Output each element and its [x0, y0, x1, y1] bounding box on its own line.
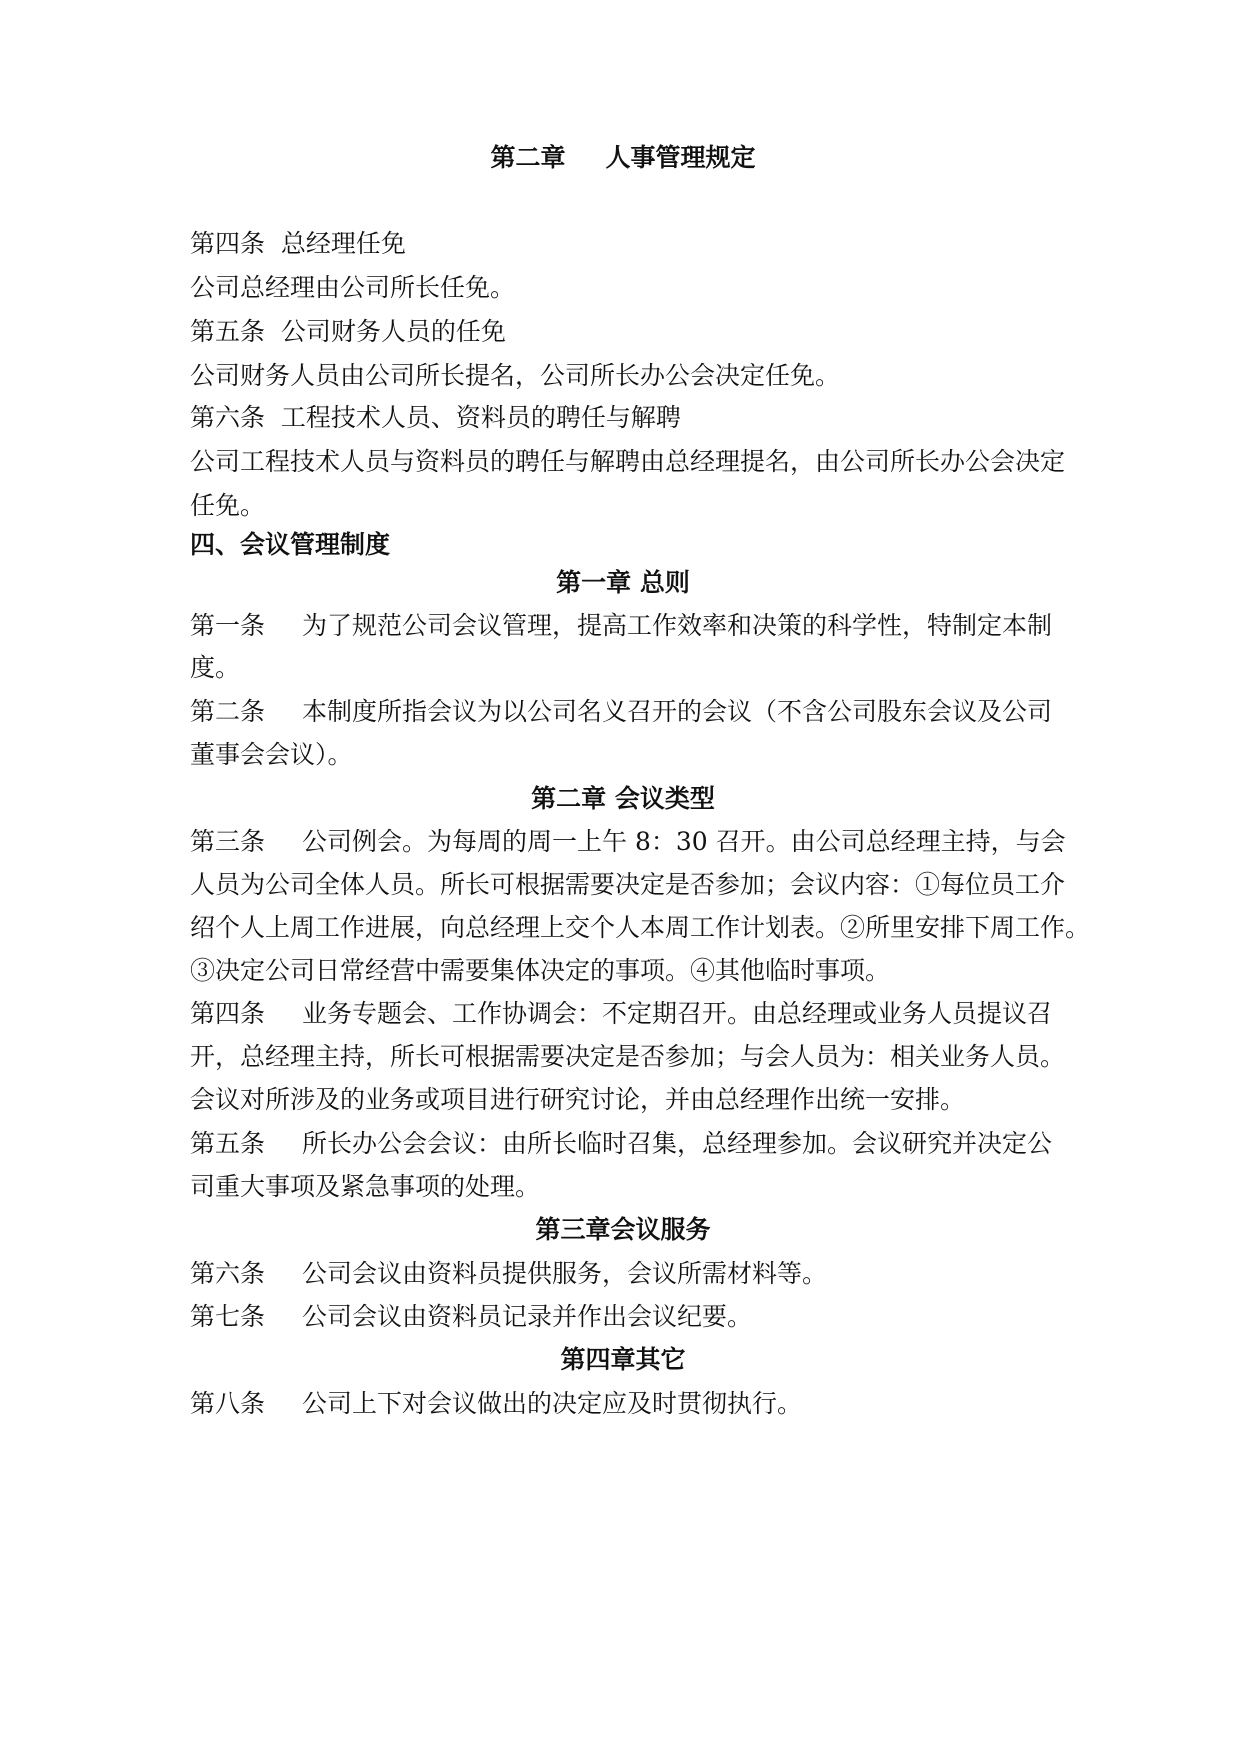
article-title-line — [190, 402, 1056, 434]
article-line — [190, 1301, 1056, 1333]
article-text: 业务专题会、工作协调会：不定期召开。由总经理或业务人员提议召 — [302, 999, 1053, 1028]
article-text: 公司会议由资料员记录并作出会议纪要。 — [302, 1302, 753, 1331]
article-label: 第六条 — [190, 403, 266, 432]
article-body-line: 公司财务人员由公司所长提名，公司所长办公会决定任免。 — [190, 361, 841, 390]
article-line: ③决定公司日常经营中需要集体决定的事项。④其他临时事项。 — [190, 956, 891, 985]
article-line: 董事会会议）。 — [190, 740, 353, 769]
article-body-line: 公司总经理由公司所长任免。 — [190, 273, 516, 302]
article-body-line: 公司工程技术人员与资料员的聘任与解聘由总经理提名，由公司所长办公会决定 — [190, 447, 1066, 476]
chapter-heading: 第一章 总则 — [556, 568, 690, 597]
article-line: 开，总经理主持，所长可根据需要决定是否参加；与会人员为：相关业务人员。 — [190, 1042, 1066, 1071]
article-text: 公司上下对会议做出的决定应及时贯彻执行。 — [302, 1389, 803, 1418]
chapter-heading: 第四章其它 — [560, 1345, 686, 1374]
article-title: 公司财务人员的任免 — [280, 317, 506, 346]
article-line: 绍个人上周工作进展，向总经理上交个人本周工作计划表。②所里安排下周工作。 — [190, 913, 1091, 942]
article-text: 为了规范公司会议管理，提高工作效率和决策的科学性，特制定本制 — [302, 611, 1053, 640]
article-line — [190, 826, 1066, 858]
article-label: 第一条 — [190, 611, 266, 640]
article-line — [190, 1128, 1056, 1160]
article-line — [190, 1258, 1056, 1290]
article-line — [190, 1388, 1056, 1420]
article-line — [190, 610, 1056, 642]
article-label: 第五条 — [190, 317, 266, 346]
article-line: 会议对所涉及的业务或项目进行研究讨论，并由总经理作出统一安排。 — [190, 1085, 966, 1114]
article-text: 公司例会。为每周的周一上午 8：30 召开。由公司总经理主持，与会 — [302, 827, 1066, 856]
article-text: 本制度所指会议为以公司名义召开的会议（不含公司股东会议及公司 — [302, 697, 1053, 726]
article-text: 所长办公会会议：由所长临时召集，总经理参加。会议研究并决定公 — [302, 1129, 1053, 1158]
article-label: 第三条 — [190, 827, 266, 856]
article-line — [190, 998, 1056, 1030]
article-label: 第七条 — [190, 1302, 266, 1331]
chapter-heading: 第二章 会议类型 — [531, 784, 715, 813]
chapter-heading: 第三章会议服务 — [535, 1215, 711, 1244]
article-text: 公司会议由资料员提供服务，会议所需材料等。 — [302, 1259, 828, 1288]
article-line: 司重大事项及紧急事项的处理。 — [190, 1172, 541, 1201]
article-line — [190, 696, 1056, 728]
article-label: 第四条 — [190, 999, 266, 1028]
chapter-heading-personnel — [190, 142, 1056, 174]
article-label: 第五条 — [190, 1129, 266, 1158]
chapter-title: 人事管理规定 — [605, 143, 756, 172]
chapter-number: 第二章 — [490, 143, 566, 172]
article-body-line: 任免。 — [190, 491, 266, 520]
article-title-line — [190, 228, 1056, 260]
article-line: 度。 — [190, 653, 241, 682]
article-title: 工程技术人员、资料员的聘任与解聘 — [280, 403, 681, 432]
article-title: 总经理任免 — [280, 229, 406, 258]
article-line: 人员为公司全体人员。所长可根据需要决定是否参加；会议内容：①每位员工介 — [190, 870, 1066, 899]
article-title-line — [190, 316, 1056, 348]
section-title: 四、会议管理制度 — [190, 530, 391, 559]
article-label: 第二条 — [190, 697, 266, 726]
article-label: 第八条 — [190, 1389, 266, 1418]
article-label: 第六条 — [190, 1259, 266, 1288]
article-label: 第四条 — [190, 229, 266, 258]
